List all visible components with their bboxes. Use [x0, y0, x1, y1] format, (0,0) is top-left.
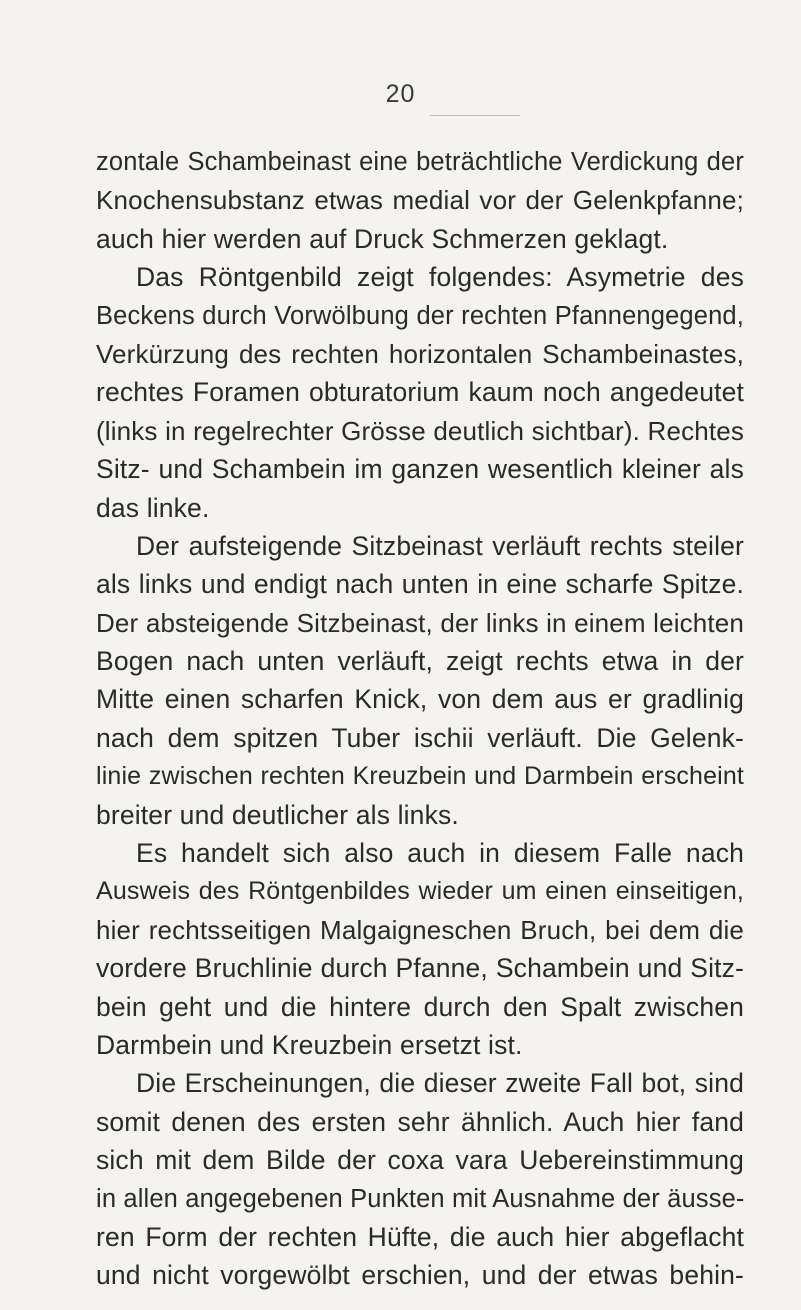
text-line: das linke. — [96, 492, 210, 523]
text-line: Die Erscheinungen, die dieser zweite Fall bot, sind — [136, 1068, 744, 1099]
text-line: Beckens durch Vorwölbung der rechten Pfannengegend, — [96, 301, 744, 330]
page-number: 20 — [385, 80, 416, 108]
text-line: in allen angegebenen Punkten mit Ausnahme der äusse- — [96, 1184, 745, 1213]
body-text — [96, 143, 744, 1295]
text-line: somit denen des ersten sehr ähnlich. Auch hier fand — [96, 1106, 744, 1137]
text-line: Darmbein und Kreuzbein ersetzt ist. — [96, 1029, 523, 1060]
text-line: Ausweis des Röntgenbildes wieder um einen einseitigen, — [96, 877, 744, 906]
text-line: Der aufsteigende Sitzbeinast verläuft rechts steiler — [136, 530, 744, 561]
text-line: rechtes Foramen obturatorium kaum noch angedeutet — [96, 377, 744, 408]
text-line: Bogen nach unten verläuft, zeigt rechts etwa in der — [96, 646, 744, 677]
text-line: auch hier werden auf Druck Schmerzen geklagt. — [96, 223, 669, 254]
text-line: Mitte einen scharfen Knick, von dem aus er gradlinig — [96, 684, 744, 715]
text-line: nach dem spitzen Tuber ischii verläuft. Die Gelenk- — [96, 722, 744, 753]
text-line: Das Röntgenbild zeigt folgendes: Asymetrie des — [136, 262, 744, 293]
page-number-rule — [430, 115, 520, 116]
text-line: als links und endigt nach unten in eine scharfe Spitze. — [96, 569, 744, 600]
text-line: hier rechtsseitigen Malgaigneschen Bruch, bei dem die — [96, 914, 744, 945]
text-line: Der absteigende Sitzbeinast, der links in einem leichten — [96, 607, 744, 638]
text-line: Knochensubstanz etwas medial vor der Gelenkpfanne; — [96, 185, 744, 216]
text-line: Verkürzung des rechten horizontalen Schambeinastes, — [96, 338, 744, 369]
text-line: ren Form der rechten Hüfte, die auch hier abgeflacht — [96, 1221, 744, 1252]
text-line: breiter und deutlicher als links. — [96, 799, 459, 830]
text-line: Sitz- und Schambein im ganzen wesentlich kleiner als — [96, 454, 744, 485]
text-line: linie zwischen rechten Kreuzbein und Darmbein erscheint — [96, 762, 744, 791]
text-line: sich mit dem Bilde der coxa vara Uebereinstimmung — [96, 1145, 744, 1176]
text-line: bein geht und die hintere durch den Spalt zwischen — [96, 991, 744, 1022]
text-line: zontale Schambeinast eine beträchtliche Verdickung der — [96, 148, 744, 176]
text-line: vordere Bruchlinie durch Pfanne, Schambein und Sitz- — [96, 953, 744, 984]
text-line: (links in regelrechter Grösse deutlich sichtbar). Rechtes — [96, 415, 744, 446]
text-line: Es handelt sich also auch in diesem Falle nach — [136, 838, 744, 869]
text-line: und nicht vorgewölbt erschien, und der etwas behin- — [96, 1260, 744, 1291]
